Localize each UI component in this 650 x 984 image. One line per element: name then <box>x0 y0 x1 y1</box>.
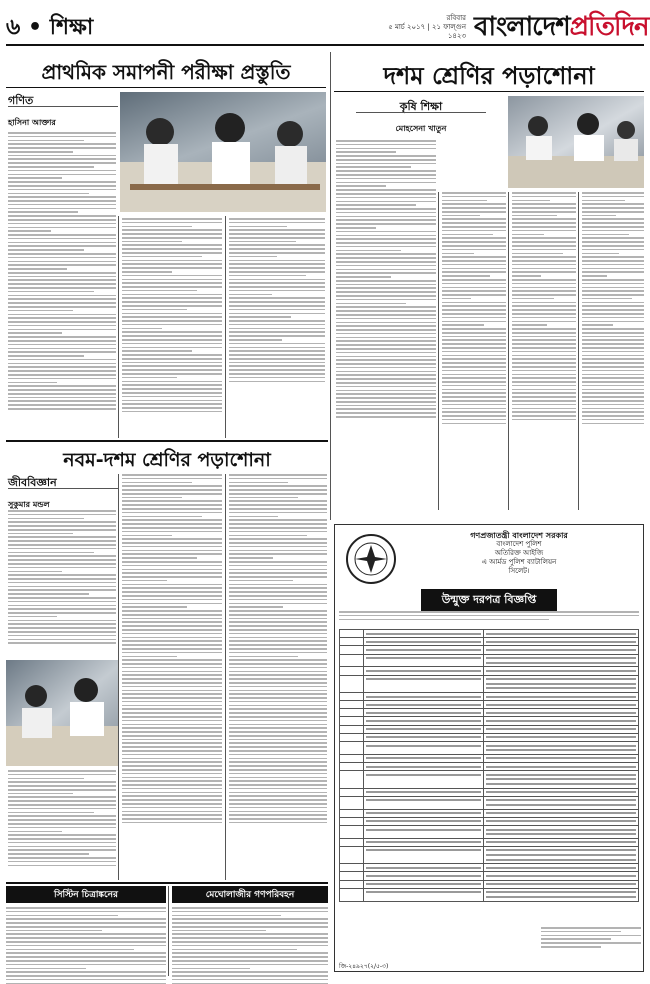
tender-notice <box>334 524 644 972</box>
ad-footer-code: জি-২৪৯২৭(২/৫-৩) <box>339 963 389 970</box>
bottom-right-article <box>172 886 328 984</box>
exam-photo <box>120 92 326 212</box>
primary-headline: প্রাথমিক সমাপনী পরীক্ষা প্রস্তুতি <box>41 60 291 84</box>
newspaper-logo: বাংলাদেশপ্রতিদিন <box>474 12 649 42</box>
ad-intro <box>339 611 639 622</box>
ad-signature-block <box>541 927 641 950</box>
primary-subject-block <box>8 92 118 130</box>
class10-column-3 <box>512 192 576 510</box>
class10-headline-band <box>334 52 644 92</box>
primary-headline-band <box>6 52 326 88</box>
bottom-right-body <box>172 907 328 984</box>
class10-column-2 <box>442 192 506 510</box>
class10-author: মোহসেনা খাতুন <box>395 124 447 133</box>
police-emblem-icon <box>345 533 397 585</box>
class10-subject-block <box>336 98 506 136</box>
biology-photo <box>6 660 118 766</box>
page-number: ৬ • শিক্ষা <box>6 15 94 40</box>
nine-ten-column-3 <box>229 474 327 880</box>
ad-dept-4: সিলেট। <box>508 567 530 575</box>
nine-ten-subject-block <box>8 474 118 512</box>
issue-date: রবিবার ৫ মার্চ ২০১৭ | ২১ ফাল্গুন ১৪২৩ <box>388 14 466 40</box>
masthead <box>6 4 649 46</box>
class10-photo <box>508 96 644 188</box>
nine-ten-subject: জীববিজ্ঞান <box>8 476 57 489</box>
bottom-left-article <box>6 886 166 984</box>
nine-ten-author: সুকুমার মন্ডল <box>8 500 50 509</box>
class10-column-1 <box>336 140 436 510</box>
nine-ten-headline: নবম-দশম শ্রেণির পড়াশোনা <box>63 449 271 471</box>
students-writing-photo-icon <box>508 96 644 188</box>
nine-ten-column-2 <box>122 474 222 880</box>
ad-dept-1: বাংলাদেশ পুলিশ <box>496 540 542 548</box>
bottom-right-headline: মেঘোলাজীর গণপরিবহন <box>172 886 328 903</box>
ad-dept-2: অতিরিক্ত আইজি <box>494 549 544 557</box>
students-photo-icon <box>120 92 326 212</box>
ad-org: গণপ্রজাতন্ত্রী বাংলাদেশ সরকার <box>470 531 568 540</box>
class10-headline: দশম শ্রেণির পড়াশোনা <box>383 62 595 90</box>
bottom-left-body <box>6 907 166 984</box>
nine-ten-column-1-bottom <box>8 770 116 880</box>
primary-subject: গণিত <box>8 94 34 107</box>
nine-ten-headline-band <box>6 444 328 474</box>
primary-column-3 <box>229 218 325 438</box>
ad-dept-3: এ আর্মড পুলিশ ব্যাটালিয়ন <box>481 558 557 566</box>
primary-author: হাসিনা আক্তার <box>8 118 56 127</box>
students-exam-hall-photo-icon <box>6 660 118 766</box>
nine-ten-column-1-top <box>8 510 116 660</box>
class10-column-4 <box>582 192 644 510</box>
ad-title: উন্মুক্ত দরপত্র বিজ্ঞপ্তি <box>421 589 557 612</box>
ad-table <box>339 629 639 902</box>
primary-column-1 <box>8 132 116 472</box>
primary-column-2 <box>122 218 222 438</box>
class10-subject: কৃষি শিক্ষা <box>399 100 443 113</box>
bottom-left-headline: সিস্টিন চিত্রাঙ্কনের <box>6 886 166 903</box>
